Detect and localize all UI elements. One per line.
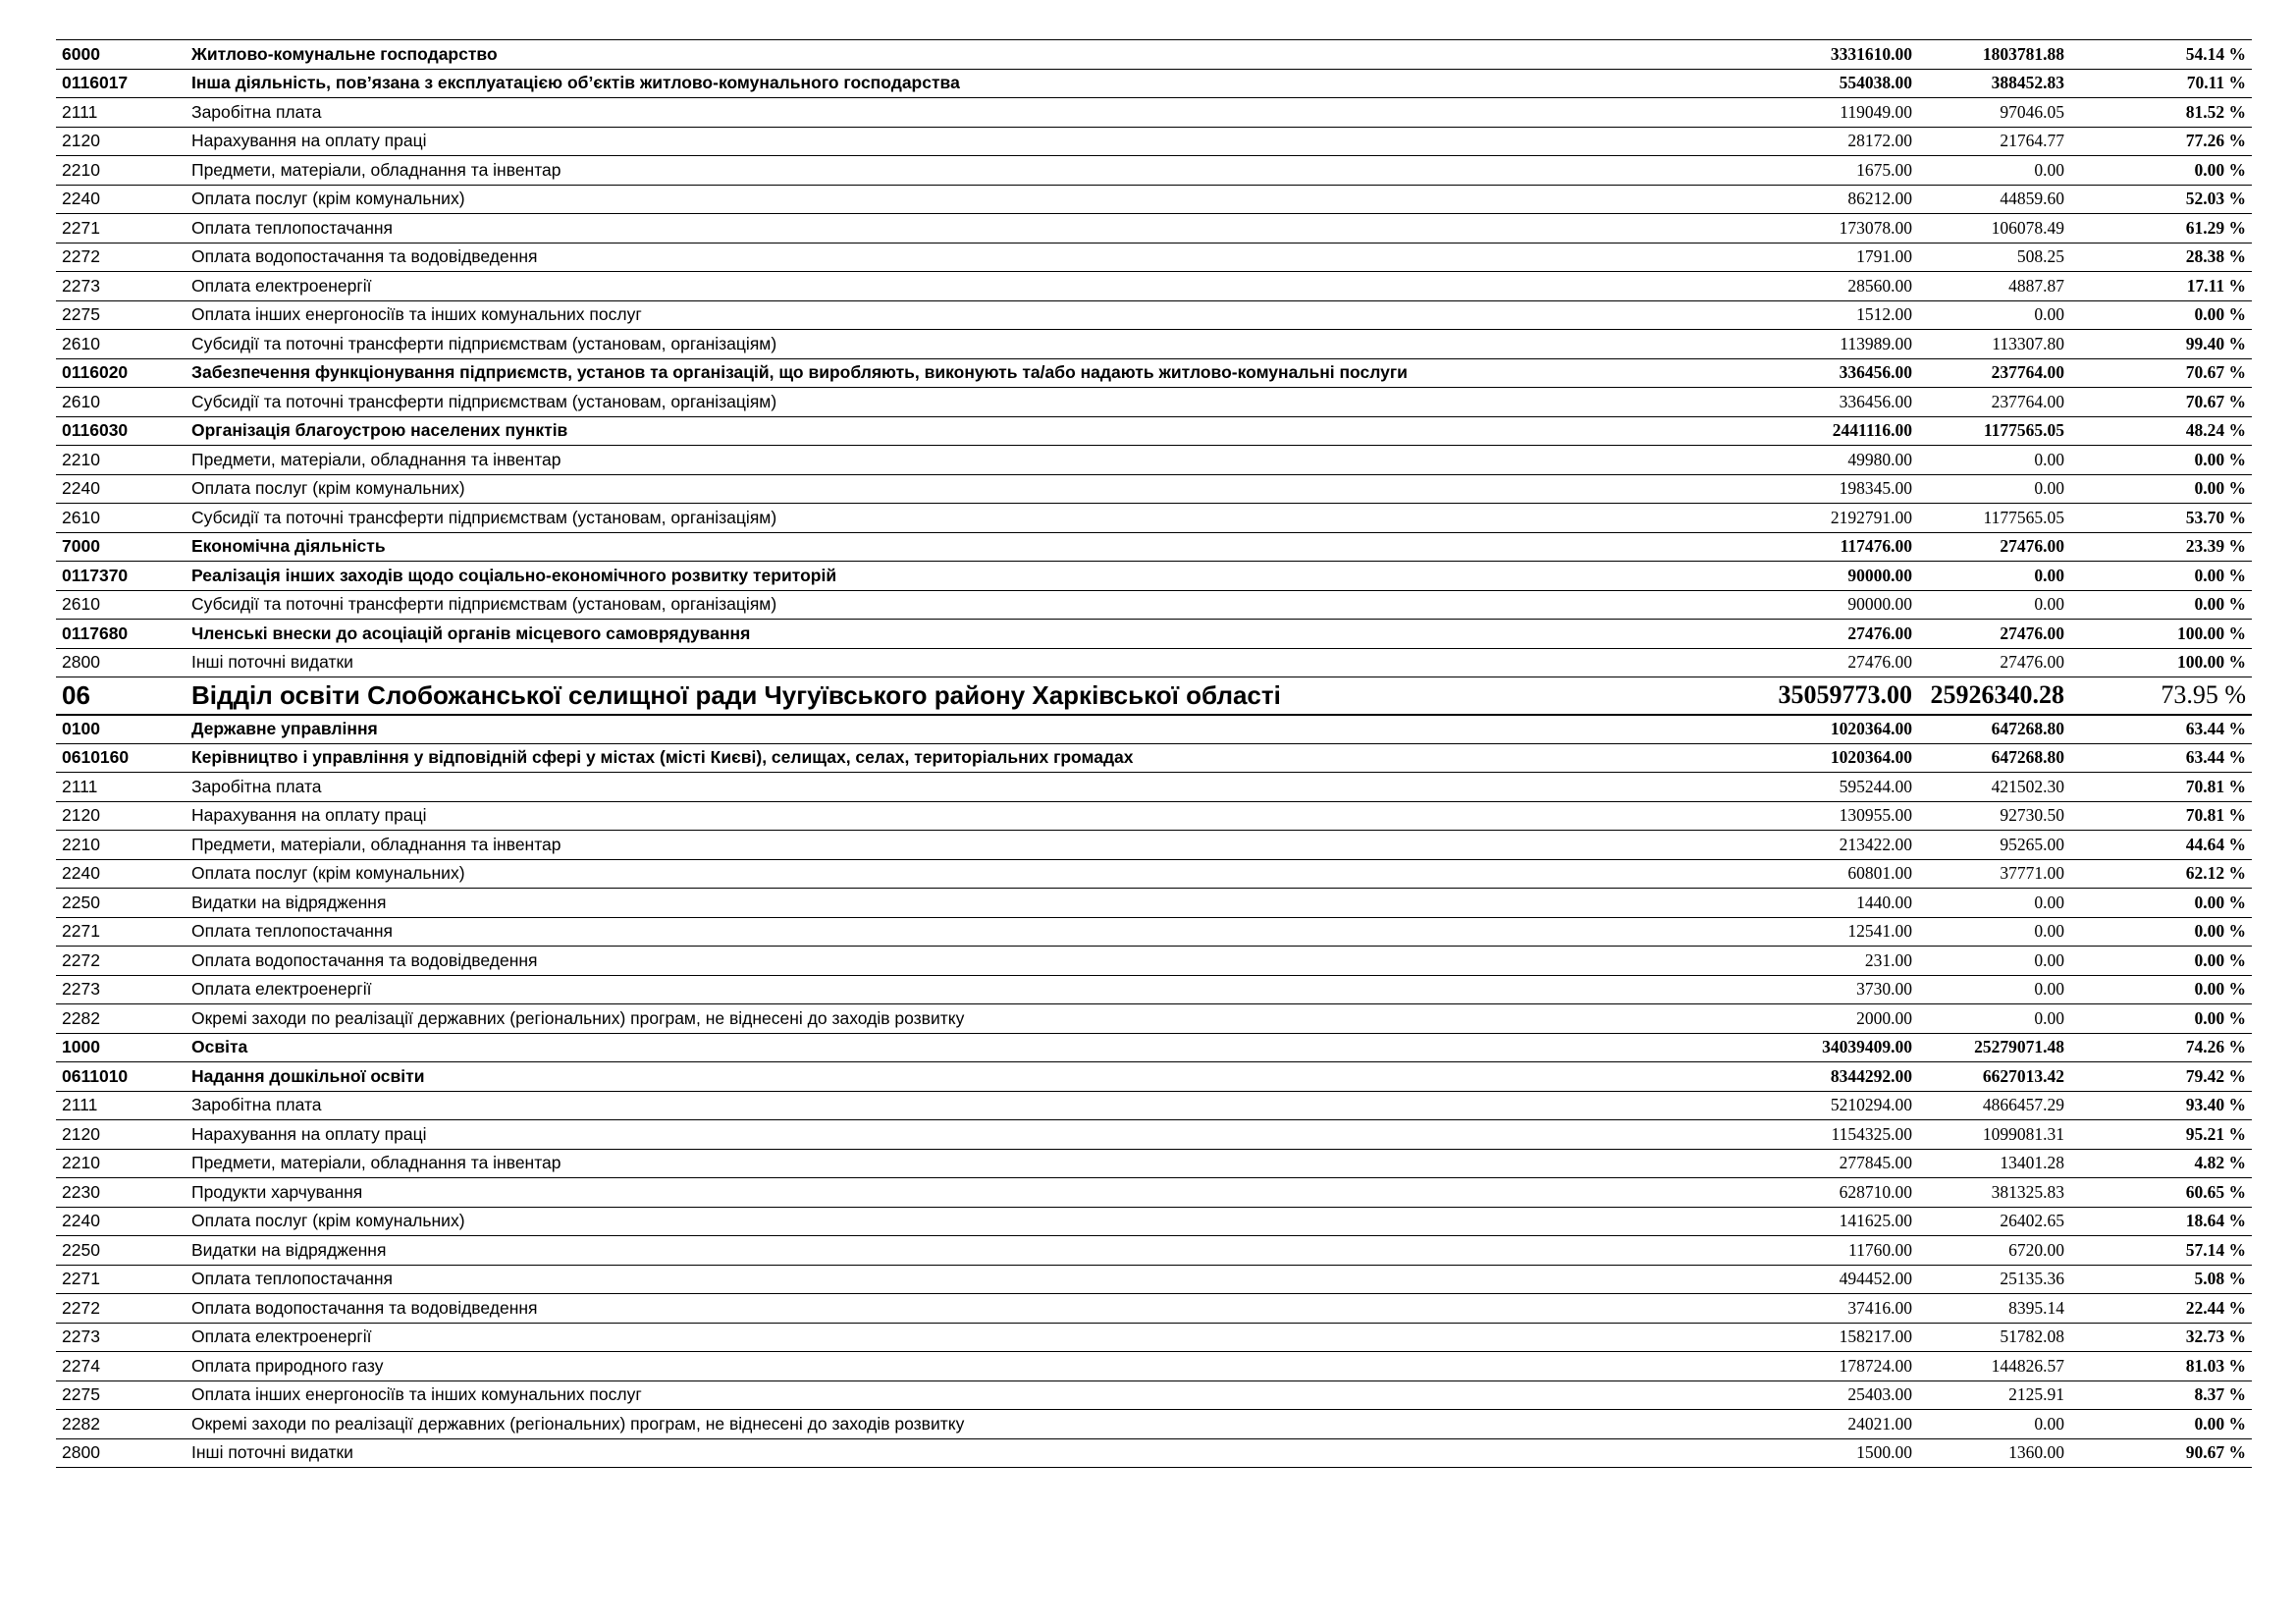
cell-executed: 0.00	[1918, 975, 2070, 1004]
cell-executed: 508.25	[1918, 243, 2070, 272]
cell-plan: 1154325.00	[1741, 1120, 1918, 1150]
cell-percent: 81.03 %	[2070, 1352, 2252, 1381]
cell-percent: 81.52 %	[2070, 98, 2252, 128]
cell-name: Надання дошкільної освіти	[186, 1062, 1741, 1092]
cell-name: Інші поточні видатки	[186, 648, 1741, 677]
cell-plan: 35059773.00	[1741, 677, 1918, 715]
table-row	[56, 648, 2252, 677]
cell-percent: 70.67 %	[2070, 358, 2252, 388]
department-row	[56, 677, 2252, 715]
cell-percent: 60.65 %	[2070, 1178, 2252, 1208]
cell-executed: 37771.00	[1918, 859, 2070, 889]
table-row	[56, 831, 2252, 860]
cell-executed: 0.00	[1918, 947, 2070, 976]
table-row	[56, 773, 2252, 802]
cell-plan: 28560.00	[1741, 272, 1918, 301]
program-row	[56, 416, 2252, 446]
cell-plan: 173078.00	[1741, 214, 1918, 244]
cell-code: 2274	[56, 1352, 186, 1381]
cell-name: Предмети, матеріали, обладнання та інвентар	[186, 1149, 1741, 1178]
cell-percent: 52.03 %	[2070, 185, 2252, 214]
table-row	[56, 590, 2252, 620]
cell-code: 0117370	[56, 562, 186, 591]
cell-name: Оплата інших енергоносіїв та інших комунальних послуг	[186, 1380, 1741, 1410]
table-row	[56, 1265, 2252, 1294]
cell-plan: 12541.00	[1741, 917, 1918, 947]
cell-name: Оплата водопостачання та водовідведення	[186, 1294, 1741, 1324]
cell-executed: 27476.00	[1918, 532, 2070, 562]
cell-plan: 2000.00	[1741, 1004, 1918, 1034]
cell-plan: 119049.00	[1741, 98, 1918, 128]
cell-executed: 6627013.42	[1918, 1062, 2070, 1092]
table-row	[56, 1120, 2252, 1150]
cell-code: 2240	[56, 474, 186, 504]
cell-code: 2240	[56, 859, 186, 889]
cell-code: 6000	[56, 40, 186, 70]
cell-percent: 90.67 %	[2070, 1438, 2252, 1468]
cell-percent: 0.00 %	[2070, 917, 2252, 947]
cell-code: 0610160	[56, 743, 186, 773]
cell-plan: 141625.00	[1741, 1207, 1918, 1236]
cell-executed: 25926340.28	[1918, 677, 2070, 715]
cell-percent: 5.08 %	[2070, 1265, 2252, 1294]
cell-percent: 18.64 %	[2070, 1207, 2252, 1236]
cell-executed: 0.00	[1918, 446, 2070, 475]
cell-code: 2111	[56, 1091, 186, 1120]
cell-executed: 26402.65	[1918, 1207, 2070, 1236]
cell-code: 2271	[56, 1265, 186, 1294]
cell-code: 2272	[56, 947, 186, 976]
cell-executed: 0.00	[1918, 889, 2070, 918]
cell-name: Житлово-комунальне господарство	[186, 40, 1741, 70]
cell-plan: 28172.00	[1741, 127, 1918, 156]
cell-plan: 1675.00	[1741, 156, 1918, 186]
cell-executed: 388452.83	[1918, 69, 2070, 98]
cell-plan: 130955.00	[1741, 801, 1918, 831]
cell-plan: 2192791.00	[1741, 504, 1918, 533]
cell-percent: 70.81 %	[2070, 801, 2252, 831]
cell-percent: 54.14 %	[2070, 40, 2252, 70]
cell-name: Нарахування на оплату праці	[186, 1120, 1741, 1150]
cell-percent: 95.21 %	[2070, 1120, 2252, 1150]
cell-code: 2210	[56, 156, 186, 186]
cell-percent: 8.37 %	[2070, 1380, 2252, 1410]
cell-name: Оплата водопостачання та водовідведення	[186, 947, 1741, 976]
cell-plan: 494452.00	[1741, 1265, 1918, 1294]
table-row	[56, 1380, 2252, 1410]
cell-name: Оплата електроенергії	[186, 975, 1741, 1004]
cell-code: 0100	[56, 715, 186, 744]
cell-name: Субсидії та поточні трансферти підприємствам (установам, організаціям)	[186, 504, 1741, 533]
cell-plan: 628710.00	[1741, 1178, 1918, 1208]
cell-executed: 647268.80	[1918, 743, 2070, 773]
cell-percent: 22.44 %	[2070, 1294, 2252, 1324]
cell-executed: 647268.80	[1918, 715, 2070, 744]
cell-plan: 5210294.00	[1741, 1091, 1918, 1120]
cell-name: Реалізація інших заходів щодо соціально-економічного розвитку територій	[186, 562, 1741, 591]
table-row	[56, 214, 2252, 244]
cell-code: 2275	[56, 300, 186, 330]
cell-code: 2282	[56, 1410, 186, 1439]
cell-code: 2610	[56, 504, 186, 533]
table-row	[56, 1004, 2252, 1034]
table-row	[56, 98, 2252, 128]
table-row	[56, 947, 2252, 976]
cell-code: 06	[56, 677, 186, 715]
cell-percent: 17.11 %	[2070, 272, 2252, 301]
cell-name: Оплата послуг (крім комунальних)	[186, 859, 1741, 889]
cell-executed: 13401.28	[1918, 1149, 2070, 1178]
cell-name: Членські внески до асоціацій органів місцевого самоврядування	[186, 620, 1741, 649]
cell-executed: 381325.83	[1918, 1178, 2070, 1208]
cell-plan: 86212.00	[1741, 185, 1918, 214]
cell-name: Економічна діяльність	[186, 532, 1741, 562]
cell-plan: 554038.00	[1741, 69, 1918, 98]
cell-name: Нарахування на оплату праці	[186, 801, 1741, 831]
cell-code: 2273	[56, 1323, 186, 1352]
cell-percent: 61.29 %	[2070, 214, 2252, 244]
cell-plan: 8344292.00	[1741, 1062, 1918, 1092]
cell-code: 2273	[56, 272, 186, 301]
cell-executed: 421502.30	[1918, 773, 2070, 802]
cell-plan: 90000.00	[1741, 562, 1918, 591]
cell-percent: 70.11 %	[2070, 69, 2252, 98]
cell-executed: 106078.49	[1918, 214, 2070, 244]
cell-plan: 90000.00	[1741, 590, 1918, 620]
cell-plan: 178724.00	[1741, 1352, 1918, 1381]
cell-name: Інші поточні видатки	[186, 1438, 1741, 1468]
cell-percent: 0.00 %	[2070, 300, 2252, 330]
program-row	[56, 40, 2252, 70]
cell-name: Оплата інших енергоносіїв та інших комунальних послуг	[186, 300, 1741, 330]
cell-plan: 1020364.00	[1741, 715, 1918, 744]
cell-percent: 100.00 %	[2070, 648, 2252, 677]
cell-name: Освіта	[186, 1033, 1741, 1062]
table-row	[56, 504, 2252, 533]
cell-name: Заробітна плата	[186, 773, 1741, 802]
cell-percent: 57.14 %	[2070, 1236, 2252, 1266]
cell-executed: 1803781.88	[1918, 40, 2070, 70]
table-row	[56, 388, 2252, 417]
cell-percent: 99.40 %	[2070, 330, 2252, 359]
program-row	[56, 715, 2252, 744]
cell-executed: 97046.05	[1918, 98, 2070, 128]
cell-plan: 27476.00	[1741, 648, 1918, 677]
cell-executed: 95265.00	[1918, 831, 2070, 860]
cell-name: Оплата електроенергії	[186, 272, 1741, 301]
cell-percent: 0.00 %	[2070, 446, 2252, 475]
cell-percent: 48.24 %	[2070, 416, 2252, 446]
cell-code: 2240	[56, 185, 186, 214]
table-row	[56, 1236, 2252, 1266]
table-row	[56, 330, 2252, 359]
cell-percent: 0.00 %	[2070, 474, 2252, 504]
cell-name: Видатки на відрядження	[186, 889, 1741, 918]
cell-code: 2250	[56, 889, 186, 918]
cell-code: 0116030	[56, 416, 186, 446]
cell-plan: 1020364.00	[1741, 743, 1918, 773]
table-row	[56, 272, 2252, 301]
cell-executed: 44859.60	[1918, 185, 2070, 214]
cell-percent: 4.82 %	[2070, 1149, 2252, 1178]
cell-executed: 1177565.05	[1918, 504, 2070, 533]
table-row	[56, 1091, 2252, 1120]
cell-plan: 336456.00	[1741, 358, 1918, 388]
table-row	[56, 185, 2252, 214]
cell-plan: 2441116.00	[1741, 416, 1918, 446]
cell-plan: 3331610.00	[1741, 40, 1918, 70]
cell-code: 2271	[56, 214, 186, 244]
cell-executed: 92730.50	[1918, 801, 2070, 831]
cell-name: Предмети, матеріали, обладнання та інвентар	[186, 446, 1741, 475]
cell-code: 2240	[56, 1207, 186, 1236]
cell-code: 2610	[56, 330, 186, 359]
cell-executed: 0.00	[1918, 562, 2070, 591]
cell-executed: 51782.08	[1918, 1323, 2070, 1352]
cell-code: 2272	[56, 243, 186, 272]
cell-name: Продукти харчування	[186, 1178, 1741, 1208]
cell-executed: 1360.00	[1918, 1438, 2070, 1468]
cell-plan: 1500.00	[1741, 1438, 1918, 1468]
cell-percent: 0.00 %	[2070, 156, 2252, 186]
table-row	[56, 156, 2252, 186]
cell-plan: 595244.00	[1741, 773, 1918, 802]
cell-name: Оплата послуг (крім комунальних)	[186, 1207, 1741, 1236]
cell-plan: 113989.00	[1741, 330, 1918, 359]
cell-plan: 1512.00	[1741, 300, 1918, 330]
cell-code: 2210	[56, 831, 186, 860]
cell-code: 2800	[56, 1438, 186, 1468]
cell-percent: 63.44 %	[2070, 743, 2252, 773]
cell-name: Державне управління	[186, 715, 1741, 744]
cell-name: Оплата теплопостачання	[186, 214, 1741, 244]
table-row	[56, 300, 2252, 330]
cell-executed: 27476.00	[1918, 648, 2070, 677]
cell-percent: 0.00 %	[2070, 1004, 2252, 1034]
cell-plan: 25403.00	[1741, 1380, 1918, 1410]
table-row	[56, 1323, 2252, 1352]
cell-executed: 0.00	[1918, 1410, 2070, 1439]
program-row	[56, 1033, 2252, 1062]
cell-percent: 70.67 %	[2070, 388, 2252, 417]
cell-code: 2210	[56, 1149, 186, 1178]
cell-percent: 0.00 %	[2070, 889, 2252, 918]
program-row	[56, 620, 2252, 649]
cell-executed: 4866457.29	[1918, 1091, 2070, 1120]
cell-name: Оплата послуг (крім комунальних)	[186, 185, 1741, 214]
cell-percent: 28.38 %	[2070, 243, 2252, 272]
cell-name: Предмети, матеріали, обладнання та інвентар	[186, 156, 1741, 186]
cell-plan: 49980.00	[1741, 446, 1918, 475]
cell-percent: 0.00 %	[2070, 975, 2252, 1004]
cell-code: 1000	[56, 1033, 186, 1062]
cell-name: Оплата електроенергії	[186, 1323, 1741, 1352]
cell-code: 2120	[56, 801, 186, 831]
budget-table-body	[56, 40, 2252, 1468]
cell-plan: 1791.00	[1741, 243, 1918, 272]
table-row	[56, 1178, 2252, 1208]
program-row	[56, 1062, 2252, 1092]
program-row	[56, 69, 2252, 98]
cell-code: 2800	[56, 648, 186, 677]
cell-percent: 63.44 %	[2070, 715, 2252, 744]
cell-code: 2210	[56, 446, 186, 475]
cell-executed: 2125.91	[1918, 1380, 2070, 1410]
cell-name: Субсидії та поточні трансферти підприємствам (установам, організаціям)	[186, 330, 1741, 359]
cell-executed: 0.00	[1918, 156, 2070, 186]
cell-name: Заробітна плата	[186, 98, 1741, 128]
cell-name: Оплата теплопостачання	[186, 917, 1741, 947]
cell-executed: 4887.87	[1918, 272, 2070, 301]
cell-code: 2610	[56, 590, 186, 620]
table-row	[56, 859, 2252, 889]
program-row	[56, 562, 2252, 591]
cell-percent: 93.40 %	[2070, 1091, 2252, 1120]
cell-percent: 100.00 %	[2070, 620, 2252, 649]
cell-plan: 336456.00	[1741, 388, 1918, 417]
cell-executed: 1177565.05	[1918, 416, 2070, 446]
cell-name: Нарахування на оплату праці	[186, 127, 1741, 156]
cell-executed: 113307.80	[1918, 330, 2070, 359]
cell-executed: 0.00	[1918, 917, 2070, 947]
cell-name: Інша діяльність, пов’язана з експлуатацією об’єктів житлово-комунального господарства	[186, 69, 1741, 98]
cell-code: 2275	[56, 1380, 186, 1410]
cell-percent: 53.70 %	[2070, 504, 2252, 533]
cell-code: 2271	[56, 917, 186, 947]
cell-name: Керівництво і управління у відповідній сфері у містах (місті Києві), селищах, селах, територіальних громадах	[186, 743, 1741, 773]
cell-executed: 0.00	[1918, 1004, 2070, 1034]
cell-name: Окремі заходи по реалізації державних (регіональних) програм, не віднесені до заходів розвитку	[186, 1004, 1741, 1034]
cell-name: Оплата теплопостачання	[186, 1265, 1741, 1294]
cell-plan: 34039409.00	[1741, 1033, 1918, 1062]
cell-plan: 60801.00	[1741, 859, 1918, 889]
table-row	[56, 975, 2252, 1004]
cell-name: Видатки на відрядження	[186, 1236, 1741, 1266]
table-row	[56, 446, 2252, 475]
table-row	[56, 1410, 2252, 1439]
cell-executed: 0.00	[1918, 590, 2070, 620]
cell-percent: 73.95 %	[2070, 677, 2252, 715]
cell-name: Заробітна плата	[186, 1091, 1741, 1120]
table-row	[56, 1438, 2252, 1468]
table-row	[56, 474, 2252, 504]
cell-name: Оплата послуг (крім комунальних)	[186, 474, 1741, 504]
cell-code: 2282	[56, 1004, 186, 1034]
cell-code: 2610	[56, 388, 186, 417]
cell-plan: 11760.00	[1741, 1236, 1918, 1266]
cell-percent: 0.00 %	[2070, 947, 2252, 976]
cell-name: Забезпечення функціонування підприємств, установ та організацій, що виробляють, виконують та/або надають житлово-комунальні послуги	[186, 358, 1741, 388]
cell-executed: 0.00	[1918, 474, 2070, 504]
cell-code: 7000	[56, 532, 186, 562]
cell-percent: 77.26 %	[2070, 127, 2252, 156]
cell-name: Організація благоустрою населених пунктів	[186, 416, 1741, 446]
cell-percent: 23.39 %	[2070, 532, 2252, 562]
cell-percent: 44.64 %	[2070, 831, 2252, 860]
cell-executed: 1099081.31	[1918, 1120, 2070, 1150]
cell-percent: 0.00 %	[2070, 1410, 2252, 1439]
cell-code: 2111	[56, 98, 186, 128]
budget-table	[56, 39, 2252, 1468]
cell-code: 2272	[56, 1294, 186, 1324]
cell-name: Субсидії та поточні трансферти підприємствам (установам, організаціям)	[186, 388, 1741, 417]
table-row	[56, 1352, 2252, 1381]
cell-name: Предмети, матеріали, обладнання та інвентар	[186, 831, 1741, 860]
cell-name: Відділ освіти Слобожанської селищної ради Чугуївського району Харківської області	[186, 677, 1741, 715]
cell-percent: 32.73 %	[2070, 1323, 2252, 1352]
cell-name: Субсидії та поточні трансферти підприємствам (установам, організаціям)	[186, 590, 1741, 620]
program-row	[56, 358, 2252, 388]
cell-plan: 27476.00	[1741, 620, 1918, 649]
table-row	[56, 801, 2252, 831]
table-row	[56, 127, 2252, 156]
cell-code: 0611010	[56, 1062, 186, 1092]
cell-executed: 237764.00	[1918, 358, 2070, 388]
cell-plan: 277845.00	[1741, 1149, 1918, 1178]
table-row	[56, 1149, 2252, 1178]
cell-plan: 117476.00	[1741, 532, 1918, 562]
cell-plan: 158217.00	[1741, 1323, 1918, 1352]
cell-executed: 144826.57	[1918, 1352, 2070, 1381]
budget-execution-report	[56, 39, 2252, 1468]
cell-percent: 0.00 %	[2070, 562, 2252, 591]
cell-plan: 37416.00	[1741, 1294, 1918, 1324]
cell-executed: 0.00	[1918, 300, 2070, 330]
cell-name: Окремі заходи по реалізації державних (регіональних) програм, не віднесені до заходів розвитку	[186, 1410, 1741, 1439]
table-row	[56, 243, 2252, 272]
cell-percent: 74.26 %	[2070, 1033, 2252, 1062]
cell-code: 0117680	[56, 620, 186, 649]
cell-plan: 1440.00	[1741, 889, 1918, 918]
cell-executed: 27476.00	[1918, 620, 2070, 649]
cell-plan: 3730.00	[1741, 975, 1918, 1004]
cell-executed: 21764.77	[1918, 127, 2070, 156]
table-row	[56, 1207, 2252, 1236]
cell-code: 0116020	[56, 358, 186, 388]
cell-percent: 79.42 %	[2070, 1062, 2252, 1092]
cell-percent: 70.81 %	[2070, 773, 2252, 802]
cell-plan: 24021.00	[1741, 1410, 1918, 1439]
cell-plan: 231.00	[1741, 947, 1918, 976]
cell-percent: 0.00 %	[2070, 590, 2252, 620]
cell-executed: 25135.36	[1918, 1265, 2070, 1294]
cell-executed: 8395.14	[1918, 1294, 2070, 1324]
cell-plan: 198345.00	[1741, 474, 1918, 504]
cell-percent: 62.12 %	[2070, 859, 2252, 889]
program-row	[56, 743, 2252, 773]
cell-plan: 213422.00	[1741, 831, 1918, 860]
cell-code: 2230	[56, 1178, 186, 1208]
cell-executed: 25279071.48	[1918, 1033, 2070, 1062]
cell-name: Оплата водопостачання та водовідведення	[186, 243, 1741, 272]
cell-code: 2111	[56, 773, 186, 802]
cell-code: 2120	[56, 127, 186, 156]
cell-code: 2120	[56, 1120, 186, 1150]
cell-code: 2250	[56, 1236, 186, 1266]
cell-executed: 6720.00	[1918, 1236, 2070, 1266]
cell-code: 2273	[56, 975, 186, 1004]
table-row	[56, 1294, 2252, 1324]
cell-code: 0116017	[56, 69, 186, 98]
cell-executed: 237764.00	[1918, 388, 2070, 417]
cell-name: Оплата природного газу	[186, 1352, 1741, 1381]
table-row	[56, 917, 2252, 947]
program-row	[56, 532, 2252, 562]
table-row	[56, 889, 2252, 918]
